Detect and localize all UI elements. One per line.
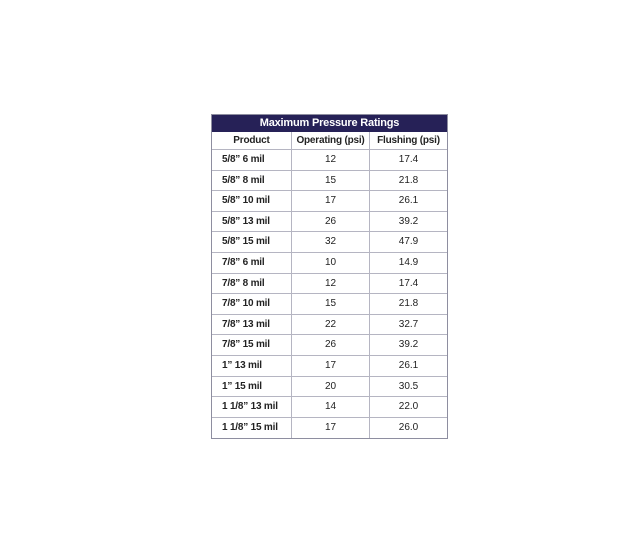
product-cell: 5/8” 15 mil — [212, 232, 291, 253]
product-cell: 7/8” 15 mil — [212, 335, 291, 356]
table-row — [212, 212, 447, 233]
operating-psi-cell: 12 — [291, 274, 369, 295]
operating-psi-cell: 22 — [291, 315, 369, 336]
table-row — [212, 315, 447, 336]
operating-psi-cell: 26 — [291, 335, 369, 356]
product-cell: 7/8” 6 mil — [212, 253, 291, 274]
flushing-psi-cell: 39.2 — [369, 335, 447, 356]
operating-psi-cell: 15 — [291, 294, 369, 315]
pressure-ratings-table — [211, 114, 448, 439]
flushing-psi-cell: 39.2 — [369, 212, 447, 233]
product-cell: 1 1/8” 13 mil — [212, 397, 291, 418]
flushing-psi-cell: 17.4 — [369, 150, 447, 171]
product-cell: 1 1/8” 15 mil — [222, 421, 278, 433]
table-row — [212, 171, 447, 192]
operating-psi-cell: 32 — [291, 232, 369, 253]
table-row — [212, 253, 447, 274]
flushing-psi-cell: 21.8 — [369, 294, 447, 315]
product-cell: 5/8” 8 mil — [212, 171, 291, 192]
flushing-psi-cell: 30.5 — [369, 377, 447, 398]
product-cell: 5/8” 13 mil — [212, 212, 291, 233]
table-row — [212, 274, 447, 295]
flushing-psi-cell: 32.7 — [369, 315, 447, 336]
product-cell: 7/8” 8 mil — [212, 274, 291, 295]
table-row — [212, 356, 447, 377]
product-cell: 1” 15 mil — [212, 377, 291, 398]
flushing-psi-cell: 21.8 — [369, 171, 447, 192]
flushing-psi-cell: 47.9 — [369, 232, 447, 253]
table-row — [212, 232, 447, 253]
table-row — [212, 150, 447, 171]
flushing-psi-cell: 26.1 — [369, 356, 447, 377]
table-body — [212, 150, 447, 438]
product-cell: 7/8” 13 mil — [212, 315, 291, 336]
flushing-psi-cell: 14.9 — [369, 253, 447, 274]
operating-psi-cell: 17 — [291, 356, 369, 377]
flushing-psi-cell: 26.0 — [369, 418, 447, 439]
table-grid — [212, 132, 447, 150]
operating-psi-cell: 17 — [291, 418, 369, 439]
table-row — [212, 377, 447, 398]
operating-psi-cell: 12 — [291, 150, 369, 171]
table-row — [212, 397, 447, 418]
table-row — [212, 294, 447, 315]
operating-psi-cell: 15 — [291, 171, 369, 192]
operating-psi-cell: 14 — [291, 397, 369, 418]
table-row — [212, 335, 447, 356]
product-cell: 5/8” 6 mil — [212, 150, 291, 171]
operating-psi-cell: 17 — [291, 191, 369, 212]
table-title: Maximum Pressure Ratings — [212, 115, 447, 132]
flushing-psi-cell: 26.1 — [369, 191, 447, 212]
table-row — [212, 191, 447, 212]
operating-psi-cell: 10 — [291, 253, 369, 274]
flushing-psi-cell: 22.0 — [369, 397, 447, 418]
column-header-flushing: Flushing (psi) — [369, 132, 447, 150]
column-header-product: Product — [212, 132, 291, 150]
product-cell: 5/8” 10 mil — [212, 191, 291, 212]
table-row — [212, 418, 447, 439]
operating-psi-cell: 26 — [291, 212, 369, 233]
product-cell: 1” 13 mil — [212, 356, 291, 377]
flushing-psi-cell: 17.4 — [369, 274, 447, 295]
operating-psi-cell: 20 — [291, 377, 369, 398]
product-cell: 7/8” 10 mil — [212, 294, 291, 315]
column-header-operating: Operating (psi) — [291, 132, 369, 150]
